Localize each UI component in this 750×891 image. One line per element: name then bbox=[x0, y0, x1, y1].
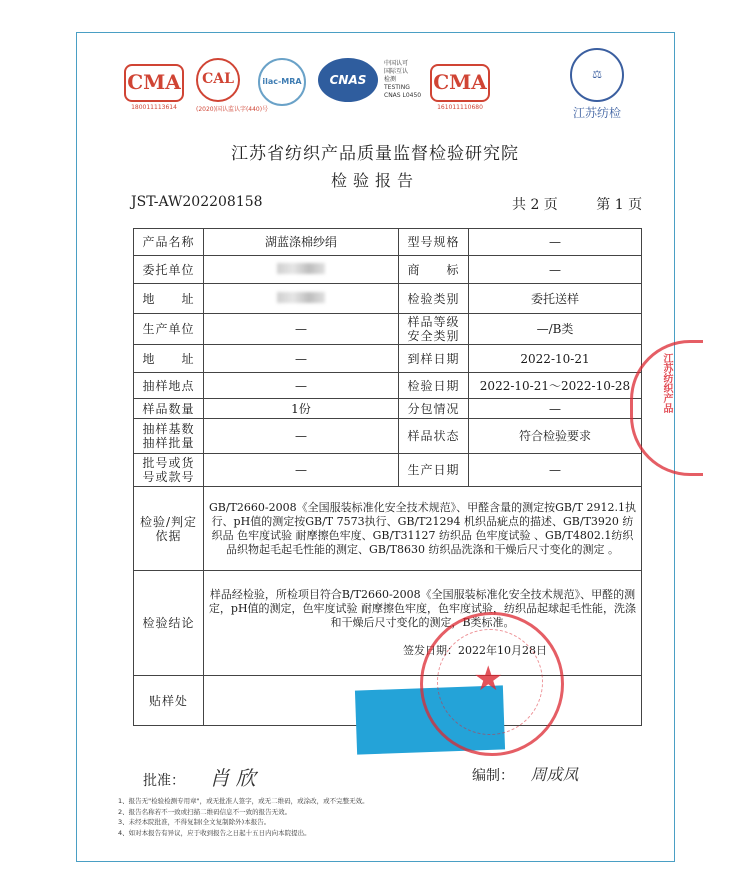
brand-label: 商 标 bbox=[399, 256, 469, 284]
arrival-date-label: 到样日期 bbox=[399, 345, 469, 373]
official-seal-stamp bbox=[420, 612, 564, 756]
star-icon: ★ bbox=[473, 659, 504, 699]
cnas-mark-icon: CNAS bbox=[318, 58, 378, 102]
approver-label: 批准： bbox=[143, 773, 185, 789]
table-row bbox=[134, 229, 642, 256]
table-row bbox=[134, 345, 642, 373]
inspection-date-value: 2022-10-21～2022-10-28 bbox=[469, 373, 642, 399]
scales-icon: ⚖ bbox=[570, 48, 624, 102]
cnas-text-block bbox=[384, 60, 421, 100]
address2-label: 地 址 bbox=[134, 345, 204, 373]
table-row bbox=[134, 256, 642, 284]
producer-label: 生产单位 bbox=[134, 314, 204, 345]
blurred-redaction bbox=[277, 292, 325, 303]
certification-logos bbox=[0, 0, 750, 130]
approver-row bbox=[143, 762, 256, 791]
brand-value: — bbox=[469, 256, 642, 284]
model-label: 型号规格 bbox=[399, 229, 469, 256]
producer-value: — bbox=[204, 314, 399, 345]
cma-logo-2 bbox=[430, 64, 490, 111]
jst-caption: 江苏纺检 bbox=[572, 106, 621, 120]
editor-signature: 周成凤 bbox=[530, 765, 579, 784]
report-number: JST-AW202208158 bbox=[131, 194, 263, 210]
cnas-line: TESTING bbox=[384, 84, 410, 91]
sampling-base-label: 抽样基数抽样批量 bbox=[134, 419, 204, 454]
cma-caption-2: 161011110680 bbox=[437, 104, 483, 111]
grade-value: —/B类 bbox=[469, 314, 642, 345]
sample-state-value: 符合检验要求 bbox=[469, 419, 642, 454]
report-title: 检验报告 bbox=[330, 171, 419, 190]
footer-notes bbox=[118, 796, 369, 838]
jst-logo bbox=[570, 48, 624, 121]
current-page: 第 1 页 bbox=[596, 197, 643, 213]
note-item: 2、报告名称若不一致或扫描二维码信息不一致的报告无效。 bbox=[118, 807, 292, 816]
sampling-place-label: 抽样地点 bbox=[134, 373, 204, 399]
address2-value: — bbox=[204, 345, 399, 373]
sample-label: 贴样处 bbox=[134, 676, 204, 726]
side-seal-text: 江苏纺织产品 bbox=[661, 353, 672, 413]
editor-row bbox=[472, 762, 578, 785]
cma-caption-1: 180011113614 bbox=[131, 104, 177, 111]
client-value bbox=[204, 256, 399, 284]
sample-qty-label: 样品数量 bbox=[134, 399, 204, 419]
production-date-label: 生产日期 bbox=[399, 454, 469, 487]
sampling-place-value: — bbox=[204, 373, 399, 399]
grade-label: 样品等级安全类别 bbox=[399, 314, 469, 345]
table-row bbox=[134, 314, 642, 345]
product-name-label: 产品名称 bbox=[134, 229, 204, 256]
ilac-logo bbox=[258, 58, 306, 106]
basis-label: 检验/判定依据 bbox=[134, 487, 204, 571]
cal-mark-icon: CAL bbox=[196, 58, 240, 102]
package-label: 分包情况 bbox=[399, 399, 469, 419]
editor-label: 编制： bbox=[472, 768, 514, 784]
inspection-type-label: 检验类别 bbox=[399, 284, 469, 314]
table-row bbox=[134, 399, 642, 419]
cal-caption: (2020)国认监认字(440)号 bbox=[196, 106, 269, 113]
production-date-value: — bbox=[469, 454, 642, 487]
batch-value: — bbox=[204, 454, 399, 487]
note-item: 1、报告无"检验检测专用章"，或无批准人签字，或无二维码，或涂改，或不完整无效。 bbox=[118, 797, 369, 805]
conclusion-text: 样品经检验，所检项目符合B/T2660-2008《全国服装标准化安全技术规范》、甲醛的测定，pH值的测定，色牢度试验 耐摩擦色牢度，色牢度试验，纺织品起球起毛性能，洗涤和干燥后尺寸变化的测定，B类标准。 bbox=[208, 588, 637, 629]
approver-signature: 肖 欣 bbox=[209, 766, 256, 790]
table-row bbox=[134, 419, 642, 454]
issue-date: 签发日期：2022年10月28日 bbox=[403, 644, 547, 657]
conclusion-cell bbox=[204, 571, 642, 676]
total-pages: 共 2 页 bbox=[512, 197, 558, 213]
ilac-mark-icon: ilac-MRA bbox=[258, 58, 306, 106]
table-row bbox=[134, 284, 642, 314]
package-value: — bbox=[469, 399, 642, 419]
cnas-line: 中国认可 bbox=[384, 60, 409, 67]
inspection-type-value: 委托送样 bbox=[469, 284, 642, 314]
batch-label: 批号或货号或款号 bbox=[134, 454, 204, 487]
cnas-line: 国际互认 bbox=[384, 68, 409, 75]
model-value: — bbox=[469, 229, 642, 256]
arrival-date-value: 2022-10-21 bbox=[469, 345, 642, 373]
table-row bbox=[134, 487, 642, 571]
cnas-logo bbox=[318, 58, 378, 102]
table-row bbox=[134, 571, 642, 676]
product-name-value: 湖蓝涤棉纱绢 bbox=[204, 229, 399, 256]
cma-mark-icon: CMA bbox=[430, 64, 490, 102]
address-label: 地 址 bbox=[134, 284, 204, 314]
cma-logo-1 bbox=[124, 64, 184, 111]
conclusion-label: 检验结论 bbox=[134, 571, 204, 676]
table-row bbox=[134, 454, 642, 487]
table-row bbox=[134, 373, 642, 399]
blurred-redaction bbox=[277, 263, 325, 274]
cnas-line: CNAS L0450 bbox=[384, 92, 422, 99]
cma-mark-icon: CMA bbox=[124, 64, 184, 102]
sampling-base-value: — bbox=[204, 419, 399, 454]
note-item: 3、未经本院批准，不得复制(全文复制除外)本报告。 bbox=[118, 818, 271, 826]
report-table bbox=[133, 228, 642, 726]
sample-state-label: 样品状态 bbox=[399, 419, 469, 454]
inspection-date-label: 检验日期 bbox=[399, 373, 469, 399]
client-label: 委托单位 bbox=[134, 256, 204, 284]
page-info bbox=[512, 194, 642, 214]
note-item: 4、如对本报告有异议，应于收到报告之日起十五日内向本院提出。 bbox=[118, 828, 311, 837]
basis-text: GB/T2660-2008《全国服装标准化安全技术规范》、甲醛含量的测定按GB/T 2912.1执行、pH值的测定按GB/T 7573执行、GB/T21294 机织品疵点的描述、GB/T3920 纺织品 色牢度试验 耐摩擦色牢度、GB/T31127 纺织品 色牢度试验 、GB/T4802.1纺织品织物起毛起毛性能的测定、GB/T8630 纺织品洗涤和干燥后尺寸变化的测定 。 bbox=[204, 487, 642, 571]
address-value bbox=[204, 284, 399, 314]
cnas-line: 检测 bbox=[384, 76, 397, 83]
institute-name: 江苏省纺织产品质量监督检验研究院 bbox=[231, 144, 519, 164]
sample-qty-value: 1份 bbox=[204, 399, 399, 419]
